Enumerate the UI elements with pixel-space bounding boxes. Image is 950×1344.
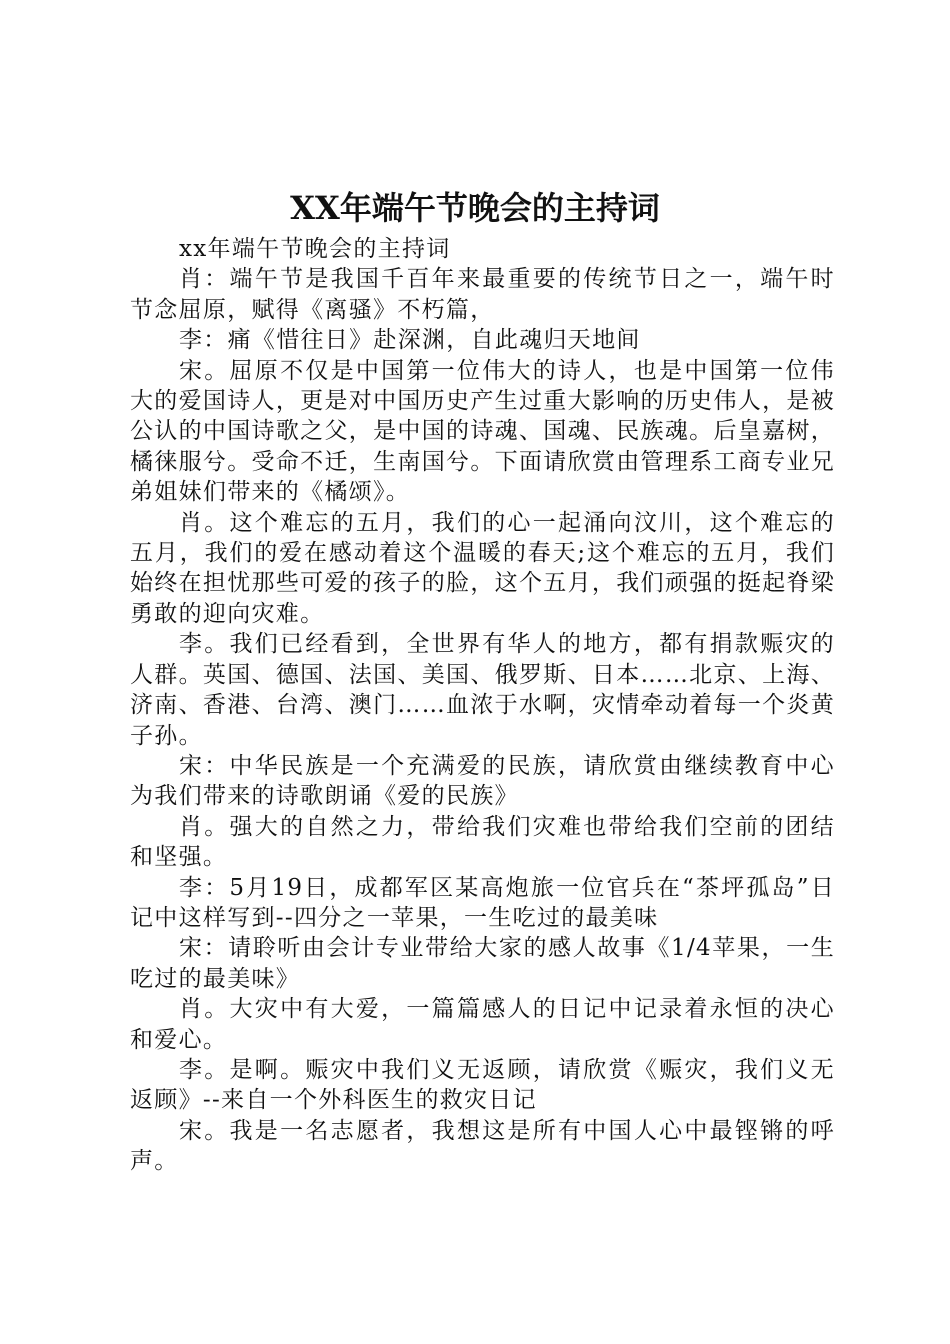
paragraph: 李。是啊。赈灾中我们义无返顾，请欣赏《赈灾，我们义无返顾》--来自一个外科医生的救灾日记 (130, 1056, 835, 1114)
paragraph: 宋：请聆听由会计专业带给大家的感人故事《1/4苹果，一生吃过的最美味》 (130, 935, 835, 992)
document-subtitle: xx年端午节晚会的主持词 (179, 236, 451, 262)
paragraph: 肖。这个难忘的五月，我们的心一起涌向汶川，这个难忘的五月，我们的爱在感动着这个温暖的春天;这个难忘的五月，我们始终在担忧那些可爱的孩子的脸，这个五月，我们顽强的挺起脊梁勇敢的迎向灾难。 (130, 509, 835, 627)
paragraph: 李。我们已经看到，全世界有华人的地方，都有捐款赈灾的人群。英国、德国、法国、美国、俄罗斯、日本……北京、上海、济南、香港、台湾、澳门……血浓于水啊，灾情牵动着每一个炎黄子孙。 (130, 631, 835, 749)
paragraph: 李：5月19日，成都军区某高炮旅一位官兵在“茶坪孤岛”日记中这样写到--四分之一苹果，一生吃过的最美味 (130, 874, 835, 931)
paragraph: 宋。我是一名志愿者，我想这是所有中国人心中最铿锵的呼声。 (130, 1117, 835, 1175)
document-body (130, 234, 835, 1177)
paragraph: 肖。大灾中有大爱，一篇篇感人的日记中记录着永恒的决心和爱心。 (130, 996, 835, 1053)
document-title: XX年端午节晚会的主持词 (290, 189, 660, 227)
paragraph: 李：痛《惜往日》赴深渊，自此魂归天地间 (179, 327, 641, 354)
paragraph: 宋：中华民族是一个充满爱的民族，请欣赏由继续教育中心为我们带来的诗歌朗诵《爱的民族》 (130, 752, 835, 810)
paragraph: 肖。强大的自然之力，带给我们灾难也带给我们空前的团结和坚强。 (130, 813, 835, 871)
paragraph: 宋。屈原不仅是中国第一位伟大的诗人，也是中国第一位伟大的爱国诗人，更是对中国历史产生过重大影响的历史伟人，是被公认的中国诗歌之父，是中国的诗魂、国魂、民族魂。后皇嘉树，橘徕服兮。受命不迁，生南国兮。下面请欣赏由管理系工商专业兄弟姐妹们带来的《橘颂》。 (130, 357, 835, 506)
paragraph: 肖：端午节是我国千百年来最重要的传统节日之一，端午时节念屈原，赋得《离骚》不朽篇， (130, 266, 835, 323)
